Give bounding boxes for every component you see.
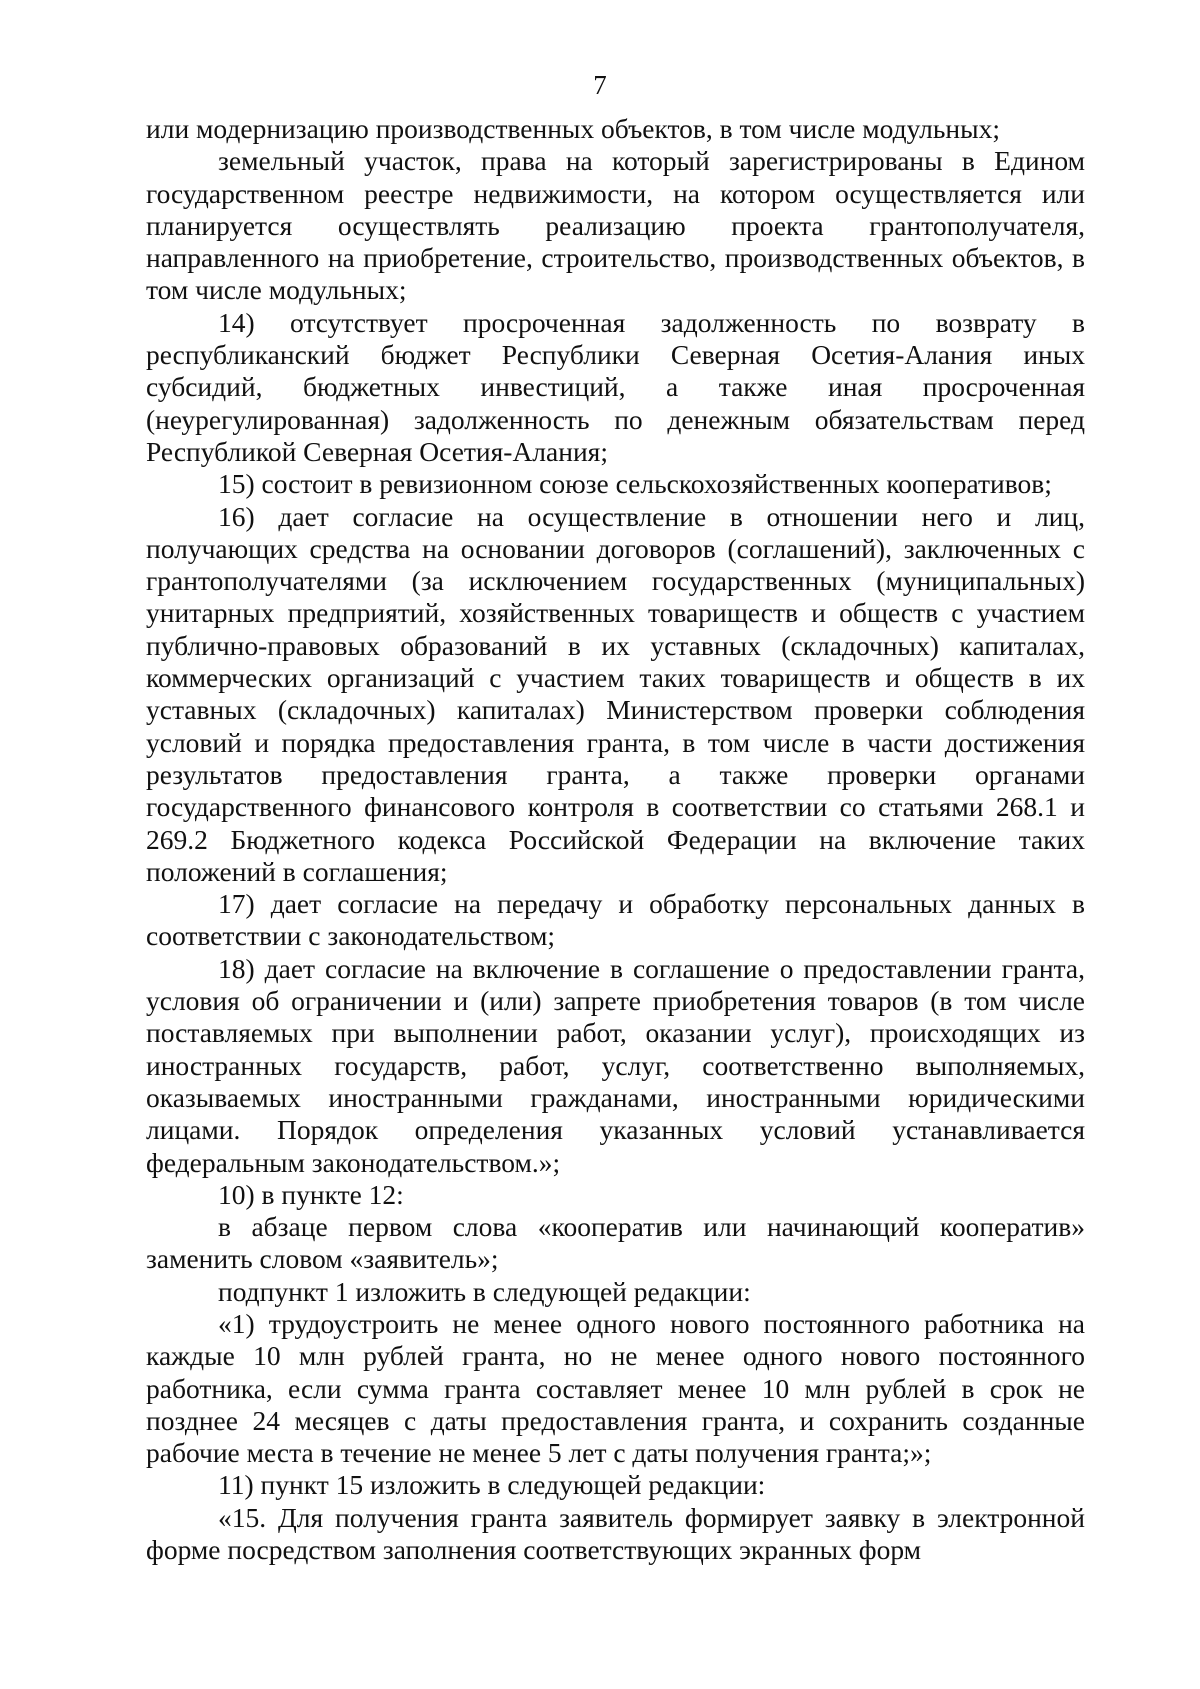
- paragraph: 15) состоит в ревизионном союзе сельскохозяйственных кооперативов;: [218, 468, 1052, 500]
- paragraph: 18) дает согласие на включение в соглашение о предоставлении гранта, условия об ограничении и (или) запрете приобретения товаров (в том числе поставляемых при выполнении работ, оказании услуг), происходящих из иностранных государств, работ, услуг, соответственно выполняемых, оказываемых иностранными гражданами, иностранными юридическими лицами. Порядок определения указанных условий устанавливается федеральным законодательством.»;: [146, 952, 1085, 1178]
- paragraph: 16) дает согласие на осуществление в отношении него и лиц, получающих средства на основании договоров (соглашений), заключенных с грантополучателями (за исключением государственных (муниципальных) унитарных предприятий, хозяйственных товариществ и обществ с участием публично-правовых образований в их уставных (складочных) капиталах, коммерческих организаций с участием таких товариществ и обществ в их уставных (складочных) капиталах) Министерством проверки соблюдения условий и порядка предоставления гранта, в том числе в части достижения результатов предоставления гранта, а также проверки органами государственного финансового контроля в соответствии со статьями 268.1 и 269.2 Бюджетного кодекса Российской Федерации на включение таких положений в соглашения;: [146, 500, 1085, 887]
- document-body: [146, 113, 1085, 1566]
- paragraph: «15. Для получения гранта заявитель формирует заявку в электронной форме посредством заполнения соответствующих экранных форм: [146, 1501, 1085, 1566]
- paragraph: 11) пункт 15 изложить в следующей редакции:: [218, 1469, 766, 1501]
- paragraph: 10) в пункте 12:: [218, 1178, 404, 1210]
- paragraph: «1) трудоустроить не менее одного нового постоянного работника на каждые 10 млн рублей гранта, но не менее одного нового постоянного работника, если сумма гранта составляет менее 10 млн рублей в срок не позднее 24 месяцев с даты предоставления гранта, и сохранить созданные рабочие места в течение не менее 5 лет с даты получения гранта;»;: [146, 1307, 1085, 1469]
- paragraph: в абзаце первом слова «кооператив или начинающий кооператив» заменить словом «заявитель»;: [146, 1211, 1085, 1275]
- paragraph: земельный участок, права на который зарегистрированы в Едином государственном реестре недвижимости, на котором осуществляется или планируется осуществлять реализацию проекта грантополучателя, направленного на приобретение, строительство, производственных объектов, в том числе модульных;: [146, 145, 1085, 306]
- paragraph: подпункт 1 изложить в следующей редакции:: [218, 1275, 751, 1307]
- paragraph: 17) дает согласие на передачу и обработку персональных данных в соответствии с законодательством;: [146, 888, 1085, 952]
- paragraph: 14) отсутствует просроченная задолженность по возврату в республиканский бюджет Республики Северная Осетия-Алания иных субсидий, бюджетных инвестиций, а также иная просроченная (неурегулированная) задолженность по денежным обязательствам перед Республикой Северная Осетия-Алания;: [146, 306, 1085, 467]
- page-number: 7: [593, 70, 607, 100]
- paragraph: или модернизацию производственных объектов, в том числе модульных;: [146, 113, 1000, 144]
